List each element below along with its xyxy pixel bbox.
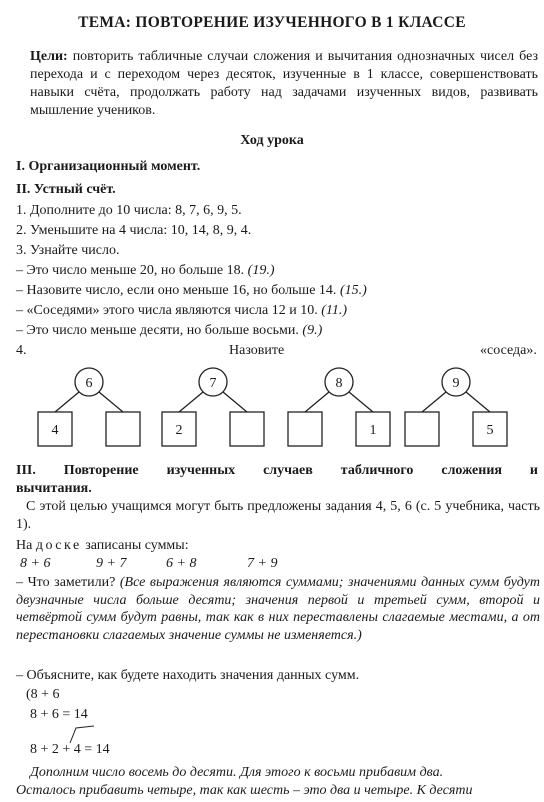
right-neighbor-box xyxy=(230,412,264,446)
goals-label: Цели: xyxy=(30,49,68,64)
footer-line-2: Осталось прибавить четыре, так как шесть – это два и четыре. К десяти xyxy=(16,783,473,798)
lesson-goals xyxy=(30,48,538,120)
footer-line-1: Дополним число восемь до десяти. Для этого к восьми прибавим два. xyxy=(30,765,444,780)
connector-line xyxy=(466,392,490,412)
left-neighbor-box xyxy=(288,412,322,446)
sum-3: 6 + 8 xyxy=(166,556,197,571)
riddle-2-answer: (15.) xyxy=(339,283,367,298)
riddle-4-answer: (9.) xyxy=(302,323,323,338)
sum-1: 8 + 6 xyxy=(20,556,51,571)
riddle-3 xyxy=(16,302,347,320)
board-word: доске xyxy=(35,538,82,553)
calc-line-1: (8 + 6 xyxy=(26,687,60,702)
connector-line xyxy=(305,392,329,412)
task-4-number: 4. xyxy=(16,343,27,358)
riddle-2 xyxy=(16,282,367,300)
discussion-1 xyxy=(16,574,540,644)
question-2: – Объясните, как будете находить значения данных сумм. xyxy=(16,668,360,683)
calc-line-3: 8 + 2 + 4 = 14 xyxy=(30,742,110,757)
page-title: ТЕМА: ПОВТОРЕНИЕ ИЗУЧЕННОГО В 1 КЛАССЕ xyxy=(78,14,466,31)
riddle-3-question: – «Соседями» этого числа являются числа 12 и 10. xyxy=(16,303,322,318)
circle-number: 7 xyxy=(209,376,217,391)
answer-1: (Все выражения являются суммами; значениями данных сумм будут двузначные числа больше десяти; значения первой и третьей сумм, второй и четвёртой сумм будут равны, так как в них переставлены слагаемые местами, а от перестановки слагаемых значение суммы не изменяется.) xyxy=(16,575,540,643)
task-4-end: «соседа». xyxy=(480,343,537,358)
riddle-1-answer: (19.) xyxy=(247,263,275,278)
section-1-heading: I. Организационный момент. xyxy=(16,159,201,174)
circle-number: 8 xyxy=(335,376,343,391)
board-line xyxy=(16,537,189,555)
sum-4: 7 + 9 xyxy=(247,556,278,571)
connector-line xyxy=(55,392,79,412)
circle-number: 6 xyxy=(85,376,93,391)
board-prefix: На xyxy=(16,538,36,553)
section-3-heading-line2: вычитания. xyxy=(16,481,92,496)
task-4-title: Назовите xyxy=(229,343,285,358)
circle-number: 9 xyxy=(452,376,460,391)
task-2: 2. Уменьшите на 4 числа: 10, 14, 8, 9, 4. xyxy=(16,223,252,238)
task-1: 1. Дополните до 10 числа: 8, 7, 6, 9, 5. xyxy=(16,203,242,218)
connector-line xyxy=(349,392,373,412)
section-3-text: С этой целью учащимся могут быть предложены задания 4, 5, 6 (с. 5 учебника, часть 1). xyxy=(16,499,540,532)
goals-text: повторить табличные случаи сложения и вычитания однозначных чисел без перехода и с переходом через десяток, изученные в 1 классе, совершенствовать навыки счёта, продолжать работу над задачами изученных видов, развивать мышление учеников. xyxy=(30,49,538,118)
right-neighbor-number: 5 xyxy=(486,423,494,438)
neighbor-diagram xyxy=(288,368,390,446)
sum-2: 9 + 7 xyxy=(96,556,127,571)
right-neighbor-box xyxy=(106,412,140,446)
section-2-heading: II. Устный счёт. xyxy=(16,182,116,197)
question-1: – Что заметили? xyxy=(16,575,120,590)
left-neighbor-number: 2 xyxy=(175,423,183,438)
calc-line-2: 8 + 6 = 14 xyxy=(30,707,88,722)
neighbor-diagram xyxy=(162,368,264,446)
board-suffix: записаны суммы: xyxy=(81,538,189,553)
connector-line xyxy=(99,392,123,412)
left-neighbor-number: 4 xyxy=(51,423,59,438)
neighbor-diagram xyxy=(38,368,140,446)
connector-line xyxy=(422,392,446,412)
task-3: 3. Узнайте число. xyxy=(16,243,120,258)
connector-line xyxy=(179,392,203,412)
left-neighbor-box xyxy=(405,412,439,446)
riddle-4 xyxy=(16,322,322,340)
neighbor-diagram xyxy=(405,368,507,446)
riddle-1 xyxy=(16,262,274,280)
lesson-heading: Ход урока xyxy=(240,133,304,148)
riddle-2-question: – Назовите число, если оно меньше 16, но больше 14. xyxy=(16,283,340,298)
neighbor-diagrams xyxy=(0,362,544,454)
connector-line xyxy=(223,392,247,412)
riddle-4-question: – Это число меньше десяти, но больше восьми. xyxy=(16,323,303,338)
riddle-3-answer: (11.) xyxy=(321,303,348,318)
section-3-heading-line1: III. Повторение изученных случаев табличного сложения и xyxy=(16,463,538,478)
right-neighbor-number: 1 xyxy=(369,423,377,438)
riddle-1-question: – Это число меньше 20, но больше 18. xyxy=(16,263,248,278)
